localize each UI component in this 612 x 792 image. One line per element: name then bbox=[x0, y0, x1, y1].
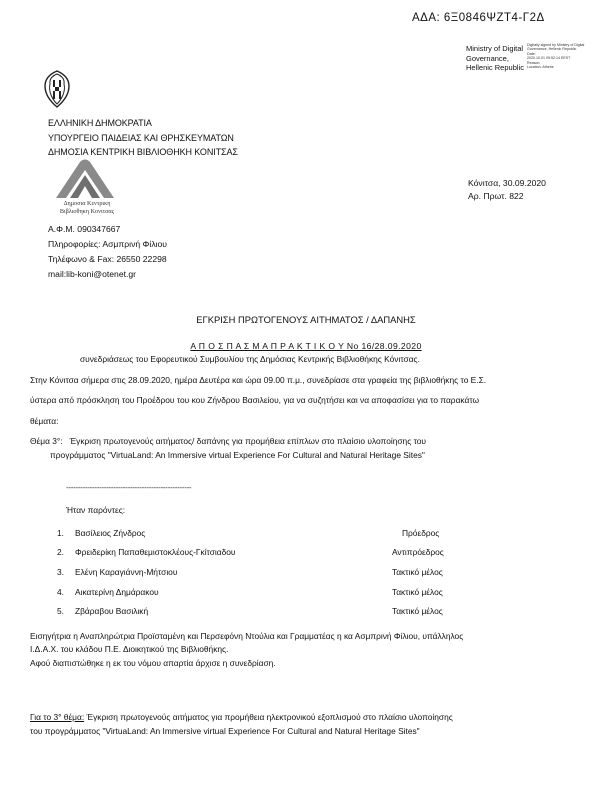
body-line: θέματα: bbox=[30, 416, 59, 426]
present-label: Ήταν παρόντες: bbox=[66, 505, 126, 515]
header-line: ΔΗΜΟΣΙΑ ΚΕΝΤΡΙΚΗ ΒΙΒΛΙΟΘΗΚΗ ΚΟΝΙΤΣΑΣ bbox=[48, 147, 238, 157]
contact-info bbox=[48, 222, 167, 282]
email[interactable]: mail:lib-koni@otenet.gr bbox=[48, 269, 137, 279]
authority-header bbox=[48, 116, 238, 160]
extract-label: Α Π Ο Σ Π Α Σ Μ Α Π Ρ Α Κ Τ Ι Κ Ο Υ bbox=[190, 341, 347, 351]
signature-detail: Date: bbox=[527, 51, 536, 56]
member-number: 4. bbox=[57, 587, 64, 597]
divider: ----------------------------------------------------- bbox=[66, 483, 192, 492]
signature-detail: Reason: bbox=[527, 60, 541, 65]
session-intro: συνεδριάσεως του Εφορευτικού Συμβουλίου της Δημόσιας Κεντρικής Βιβλιοθήκης Κόνιτσας. bbox=[80, 354, 420, 364]
member-number: 1. bbox=[57, 528, 64, 538]
phone: Τηλέφωνο & Fax: 26550 22298 bbox=[48, 254, 167, 264]
member-role: Αντιπρόεδρος bbox=[392, 547, 444, 557]
signature-details bbox=[527, 43, 584, 69]
theme-text: Έγκριση πρωτογενούς αιτήματος/ δαπάνης για προμήθεια επίπλων στο πλαίσιο υλοποίησης του bbox=[69, 436, 427, 446]
body-line: Στην Κόνιτσα σήμερα στις 28.09.2020, ημέρα Δευτέρα και ώρα 09.00 π.μ., συνεδρίασε στα γραφεία της βιβλιοθήκης το Ε.Σ. bbox=[30, 375, 487, 385]
logo-line: Δημοσια Κεντρικη bbox=[63, 200, 111, 207]
signature-line: Hellenic Republic bbox=[466, 63, 524, 72]
theme2-label: Για το 3° θέμα: bbox=[30, 712, 85, 722]
extract-number: Νο 16/28.09.2020 bbox=[346, 341, 422, 351]
theme2-line-2: του προγράμματος "VirtuaLand: An Immersive virtual Experience For Cultural and Natural Heritage Sites" bbox=[30, 726, 420, 736]
signature-detail: Digitally signed by Ministry of Digital bbox=[527, 43, 585, 47]
signature-detail: Governance, Hellenic Republic bbox=[527, 47, 577, 52]
member-role: Τακτικό μέλος bbox=[392, 567, 443, 577]
header-line: ΥΠΟΥΡΓΕΙΟ ΠΑΙΔΕΙΑΣ ΚΑΙ ΘΡΗΣΚΕΥΜΑΤΩΝ bbox=[48, 132, 234, 143]
theme-line-2: προγράμματος "VirtuaLand: An Immersive virtual Experience For Cultural and Natural Heritage Sites" bbox=[50, 450, 425, 460]
member-number: 3. bbox=[57, 567, 64, 577]
library-logo-text bbox=[50, 200, 124, 216]
library-logo-icon bbox=[52, 158, 118, 205]
rapporteur-line: Ι.Δ.Α.Χ. του κλάδου Π.Ε. Διοικητικού της Βιβλιοθήκης. bbox=[30, 644, 229, 654]
theme2-line bbox=[30, 712, 453, 722]
signature-line: Governance, bbox=[466, 53, 509, 63]
theme2-text: Έγκριση πρωτογενούς αιτήματος για προμήθεια ηλεκτρονικού εξοπλισμού στο πλαίσιο υλοποίησης bbox=[84, 712, 453, 722]
member-name: Ζβάραβου Βασιλική bbox=[75, 606, 149, 616]
info-contact: Πληροφορίες: Ασμπρινή Φίλιου bbox=[48, 239, 168, 249]
theme-label: Θέμα 3°: bbox=[30, 436, 63, 446]
member-role: Τακτικό μέλος bbox=[392, 606, 443, 616]
hellenic-emblem-icon bbox=[42, 70, 72, 113]
member-name: Αικατερίνη Δημάρακου bbox=[75, 587, 159, 597]
member-number: 2. bbox=[57, 547, 64, 557]
signature-detail: Location: Athens bbox=[527, 65, 554, 70]
protocol-number: Αρ. Πρωτ. 822 bbox=[468, 191, 524, 201]
body-line: ύστερα από πρόσκληση του Προέδρου του κου Ζήνδρου Βασιλείου, για να συζητήσει και να αποφασίσει για το παρακάτω bbox=[30, 395, 480, 405]
document-title: ΕΓΚΡΙΣΗ ΠΡΩΤΟΓΕΝΟΥΣ ΑΙΤΗΜΑΤΟΣ / ΔΑΠΑΝΗΣ bbox=[196, 314, 416, 325]
rapporteur-line: Αφού διαπιστώθηκε η εκ του νόμου απαρτία άρχισε η συνεδρίαση. bbox=[30, 658, 276, 668]
place-date: Κόνιτσα, 30.09.2020 bbox=[468, 178, 546, 188]
member-name: Φρειδερίκη Παπαθεμιστοκλέους-Γκίτσιαδου bbox=[75, 547, 236, 557]
member-number: 5. bbox=[57, 606, 64, 616]
member-name: Βασίλειος Ζήνδρος bbox=[75, 528, 146, 538]
rapporteur-line: Εισηγήτρια η Αναπληρώτρια Προϊσταμένη και Περσεφόνη Ντούλια και Γραμματέας η κα Ασμπρινή Φίλιου, υπάλληλος bbox=[30, 631, 464, 641]
minutes-extract-heading bbox=[0, 341, 612, 351]
digital-signature-block bbox=[466, 44, 524, 73]
ada-code: ΑΔΑ: 6Ξ0846ΨΖΤ4-Γ2Δ bbox=[412, 12, 545, 24]
member-role: Τακτικό μέλος bbox=[392, 587, 443, 597]
theme-line bbox=[30, 436, 426, 446]
signature-detail: 2020.10.01 09:52:14 EEST bbox=[527, 56, 571, 61]
member-name: Ελένη Καραγιάννη-Μήτσιου bbox=[75, 567, 178, 577]
member-role: Πρόεδρος bbox=[402, 528, 440, 538]
header-line: ΕΛΛΗΝΙΚΗ ΔΗΜΟΚΡΑΤΙΑ bbox=[48, 118, 152, 128]
date-protocol bbox=[468, 177, 546, 203]
afm: Α.Φ.Μ. 090347667 bbox=[48, 224, 121, 234]
signature-line: Ministry of Digital bbox=[466, 44, 524, 53]
logo-line: Βιβλιοθηκη Κονιτσας bbox=[59, 208, 115, 215]
